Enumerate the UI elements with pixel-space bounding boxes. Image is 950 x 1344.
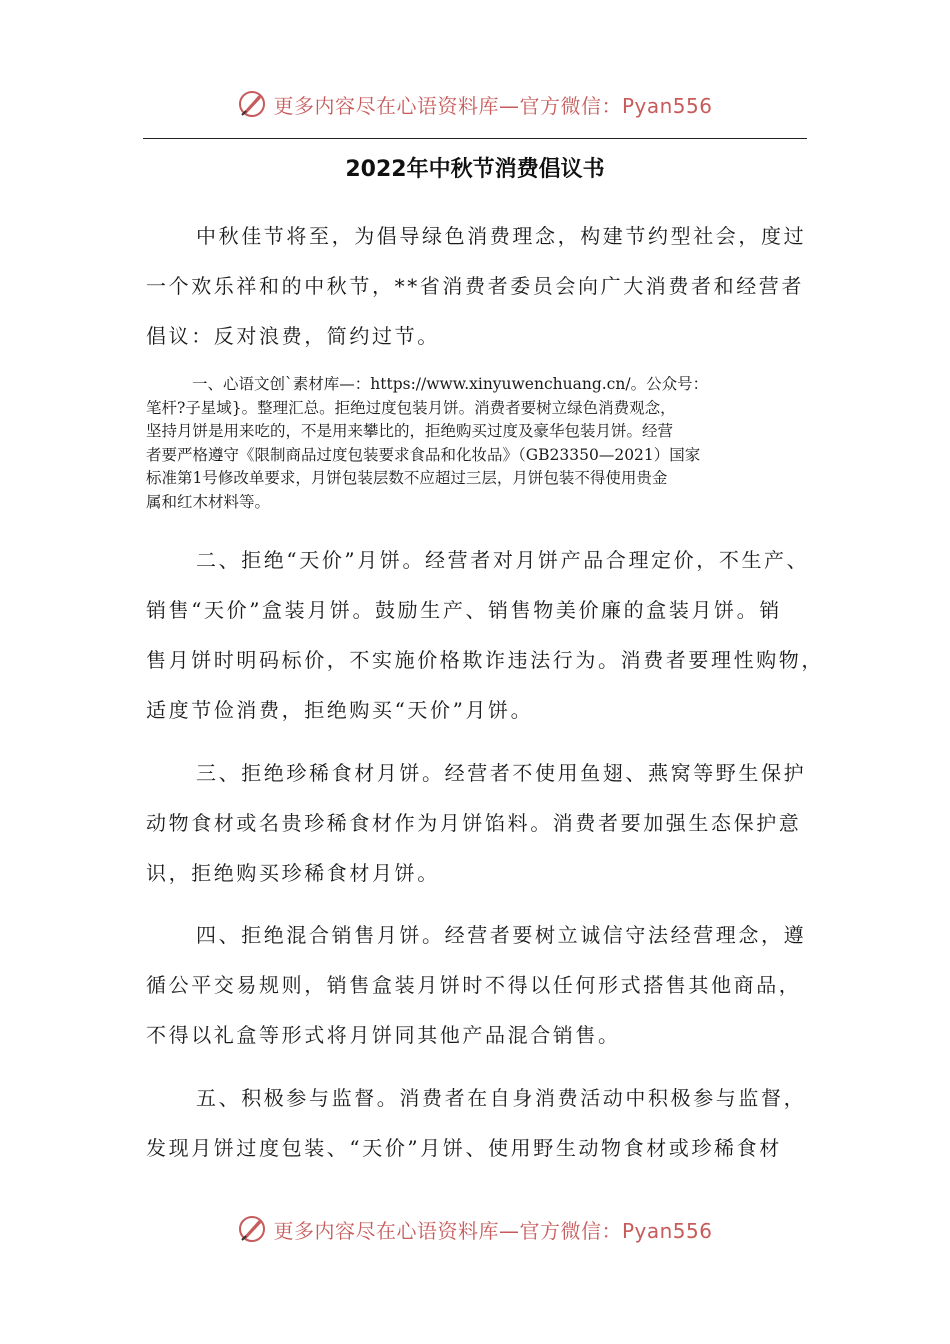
header-banner <box>0 84 950 124</box>
quill-pen-icon <box>237 89 267 119</box>
text-line: 坚持月饼是用来吃的，不是用来攀比的，拒绝购买过度及豪华包装月饼。经营 <box>146 422 674 440</box>
item3-paragraph <box>146 748 810 898</box>
item5-paragraph <box>146 1073 810 1173</box>
text-line: 二、拒绝“天价”月饼。经营者对月饼产品合理定价，不生产、 <box>196 548 810 572</box>
quill-pen-icon <box>237 1214 267 1244</box>
text-line: 识，拒绝购买珍稀食材月饼。 <box>146 861 440 885</box>
item4-paragraph <box>146 910 810 1060</box>
item2-paragraph <box>146 535 824 735</box>
text-line: 一、心语文创`素材库—：https://www.xinyuwenchuang.cn/。公众号： <box>192 375 709 393</box>
text-line: 适度节俭消费，拒绝购买“天价”月饼。 <box>146 698 534 722</box>
text-line: 倡议：反对浪费，简约过节。 <box>146 324 440 348</box>
text-line: 一个欢乐祥和的中秋节，**省消费者委员会向广大消费者和经营者 <box>146 274 804 298</box>
page-title: 2022年中秋节消费倡议书 <box>345 157 605 182</box>
text-line: 三、拒绝珍稀食材月饼。经营者不使用鱼翅、燕窝等野生保护 <box>196 761 807 785</box>
text-line: 者要严格遵守《限制商品过度包装要求食品和化妆品》（GB23350—2021）国家 <box>146 445 701 464</box>
text-line: 循公平交易规则，销售盒装月饼时不得以任何形式搭售其他商品， <box>146 973 802 997</box>
text-line: 四、拒绝混合销售月饼。经营者要树立诚信守法经营理念，遵 <box>196 923 807 947</box>
text-line: 不得以礼盒等形式将月饼同其他产品混合销售。 <box>146 1023 621 1047</box>
header-divider <box>143 138 807 139</box>
footer-banner <box>0 1209 950 1249</box>
text-line: 笔杆?子星域}。整理汇总。拒绝过度包装月饼。消费者要树立绿色消费观念， <box>146 398 676 417</box>
text-line: 发现月饼过度包装、“天价”月饼、使用野生动物食材或珍稀食材 <box>146 1136 782 1160</box>
text-line: 售月饼时明码标价，不实施价格欺诈违法行为。消费者要理性购物， <box>146 648 824 672</box>
text-line: 销售“天价”盒装月饼。鼓励生产、销售物美价廉的盒装月饼。销 <box>146 598 782 622</box>
text-line: 标准第1号修改单要求，月饼包装层数不应超过三层，月饼包装不得使用贵金 <box>146 469 668 487</box>
text-line: 动物食材或名贵珍稀食材作为月饼馅料。消费者要加强生态保护意 <box>146 811 802 835</box>
text-line: 中秋佳节将至，为倡导绿色消费理念，构建节约型社会，度过 <box>196 224 807 248</box>
intro-paragraph <box>146 211 810 361</box>
text-line: 五、积极参与监督。消费者在自身消费活动中积极参与监督， <box>196 1086 807 1110</box>
text-line: 属和红木材料等。 <box>146 492 271 511</box>
item1-paragraph <box>146 373 810 514</box>
footer-banner-text: 更多内容尽在心语资料库—官方微信：Pyan556 <box>273 1218 713 1243</box>
header-banner-text: 更多内容尽在心语资料库—官方微信：Pyan556 <box>273 93 713 118</box>
